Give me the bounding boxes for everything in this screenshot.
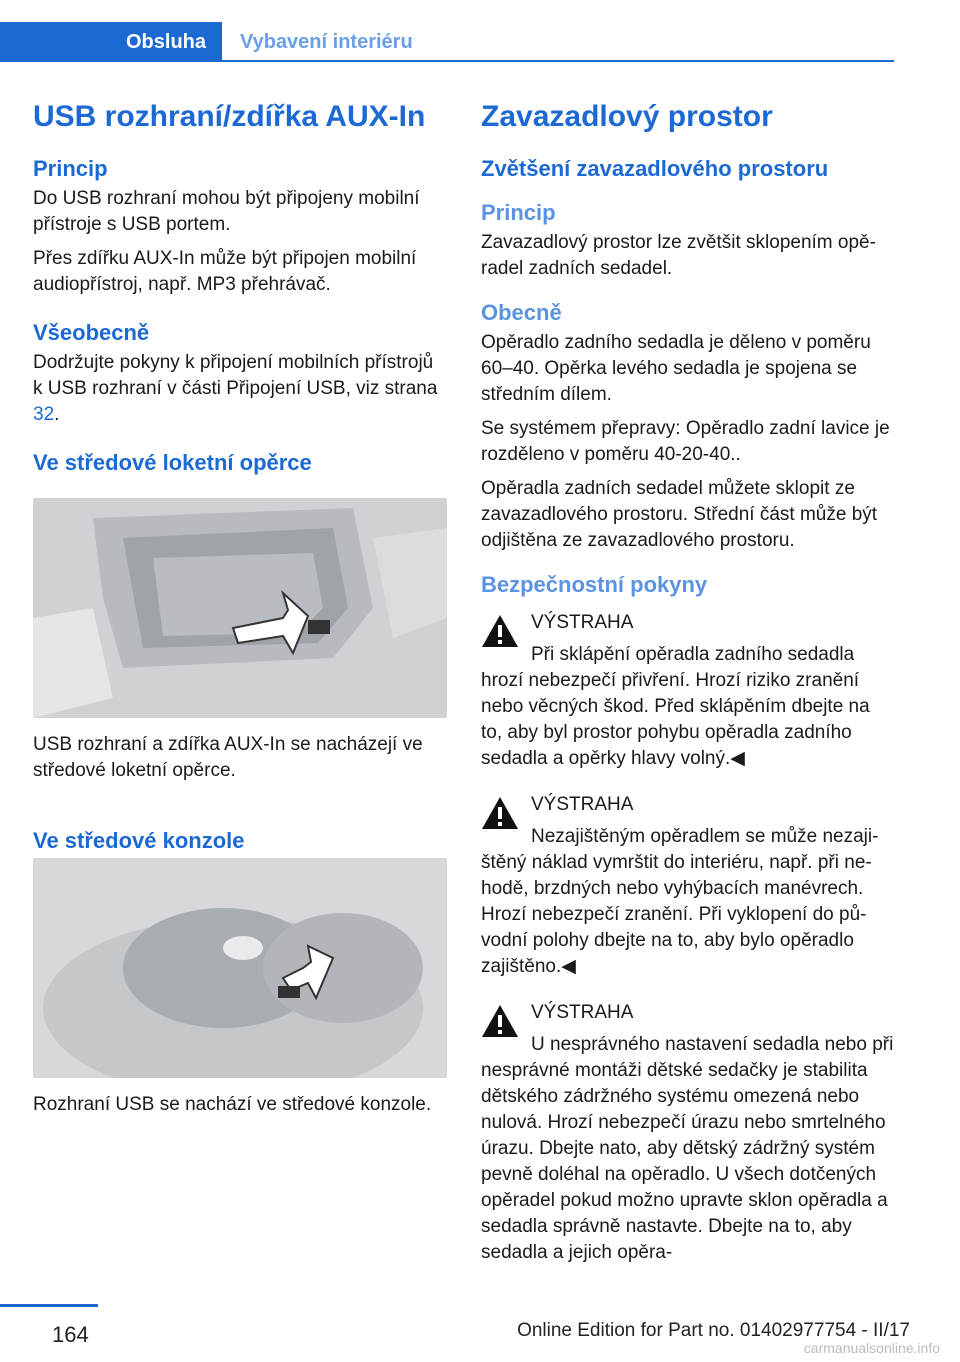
section-title-zavazadlovy: Zavazadlový prostor xyxy=(481,100,773,133)
page-link-32[interactable]: 32 xyxy=(33,404,55,425)
warning-text: Při sklápění opěradla zadního sedadla hrozí nebezpečí přivření. Hrozí riziko zranění nebo věcných škod. Před sklápěním dbejte na to, aby byl prostor pohybu opěradla zadního sedadla a opěrky hlavy volný.◀ xyxy=(481,644,870,769)
konzole-caption: Rozhraní USB se nachází ve středové konzole. xyxy=(33,1094,432,1115)
warning-block-2 xyxy=(481,792,895,980)
heading-stredova-konzole: Ve středové konzole xyxy=(33,828,245,853)
princip-paragraph-1: Do USB rozhraní mohou být připojeny mobilní přístroje s USB portem. xyxy=(33,188,420,235)
warning-text: U nesprávného nastavení sedadla nebo při nesprávné montáži dětské sedačky je stabilita dětského zádržného systému omezená nebo nulová. Hrozí nebezpečí úrazu nebo smrtelného úrazu. Dbejte nato, aby dětský zádržný systém pevně doléhal na opěradlo. U všech dotčených opěradel pokud možno upravte sklon opěradla a sedadla správně nastavte. Dbejte na to, aby sedadla a jejich opěra- xyxy=(481,1034,894,1263)
tab-obsluha[interactable]: Obsluha xyxy=(0,22,222,62)
armrest-usb-image xyxy=(33,498,447,718)
warning-triangle-icon xyxy=(481,1004,519,1038)
princip-paragraph-2: Přes zdířku AUX-In může být připojen mobilní audiopřístroj, např. MP3 přehrávač. xyxy=(33,248,417,295)
heading-obecne: Obecně xyxy=(481,300,562,325)
header-bar xyxy=(0,0,960,62)
warning-triangle-icon xyxy=(481,614,519,648)
subtitle-zvetseni: Zvětšení zavazadlového prostoru xyxy=(481,156,829,181)
vseobecne-paragraph xyxy=(33,350,447,428)
obecne-paragraph-3: Opěradla zadních sedadel můžete sklopit ze zavazadlového prostoru. Střední část může být odjištěna ze zavazadlového prostoru. xyxy=(481,478,878,551)
obecne-paragraph-1: Opěradlo zadního sedadla je děleno v poměru 60–40. Opěrka levého sedadla je spojena se středním dílem. xyxy=(481,332,871,405)
footer-rule xyxy=(0,1304,98,1307)
edition-text: Online Edition for Part no. 01402977754 - II/17 xyxy=(517,1320,910,1341)
header-rule xyxy=(222,60,894,62)
heading-princip: Princip xyxy=(33,156,108,181)
heading-princip-right: Princip xyxy=(481,200,556,225)
console-illustration xyxy=(33,858,447,1078)
warning-text: Nezajištěným opěradlem se může nezajištěný náklad vymrštit do interiéru, např. při nehodě, brzdných nebo vyhýbacích manévrech. Hrozí nebezpečí zranění. Při vyklopení do původní polohy dbejte na to, aby bylo opěradlo zajištěno.◀ xyxy=(481,826,879,977)
warning-label: VÝSTRAHA xyxy=(531,794,634,815)
warning-block-1 xyxy=(481,610,895,772)
left-column xyxy=(33,100,447,476)
heading-loketni-operka: Ve středové loketní opěrce xyxy=(33,450,312,475)
vseobecne-text: Dodržujte pokyny k připojení mobilních přístrojů k USB rozhraní v části Připojení USB, viz strana xyxy=(33,352,438,399)
warning-label: VÝSTRAHA xyxy=(531,1002,634,1023)
left-column-2 xyxy=(33,732,447,854)
loketni-caption: USB rozhraní a zdířka AUX-In se nacházejí ve středové loketní opěrce. xyxy=(33,734,423,781)
obecne-paragraph-2: Se systémem přepravy: Opěradlo zadní lavice je rozděleno v poměru 40-20-40.. xyxy=(481,418,890,465)
vseobecne-text-end: . xyxy=(54,404,60,425)
left-column-3 xyxy=(33,1092,447,1118)
console-usb-image xyxy=(33,858,447,1078)
armrest-illustration xyxy=(33,498,447,718)
section-title-usb: USB rozhraní/zdířka AUX-In xyxy=(33,100,426,133)
right-column xyxy=(481,100,895,1266)
warning-block-3 xyxy=(481,1000,895,1266)
warning-label: VÝSTRAHA xyxy=(531,612,634,633)
page-number: 164 xyxy=(52,1322,89,1347)
watermark: carmanualsonline.info xyxy=(803,1340,940,1356)
heading-vseobecne: Všeobecně xyxy=(33,320,150,345)
heading-bezpecnostni-pokyny: Bezpečnostní pokyny xyxy=(481,572,708,597)
tab-vybaveni-interieru[interactable]: Vybavení interiéru xyxy=(240,31,413,53)
princip-right-paragraph: Zavazadlový prostor lze zvětšit sklopením opěradel zadních sedadel. xyxy=(481,232,876,279)
warning-triangle-icon xyxy=(481,796,519,830)
